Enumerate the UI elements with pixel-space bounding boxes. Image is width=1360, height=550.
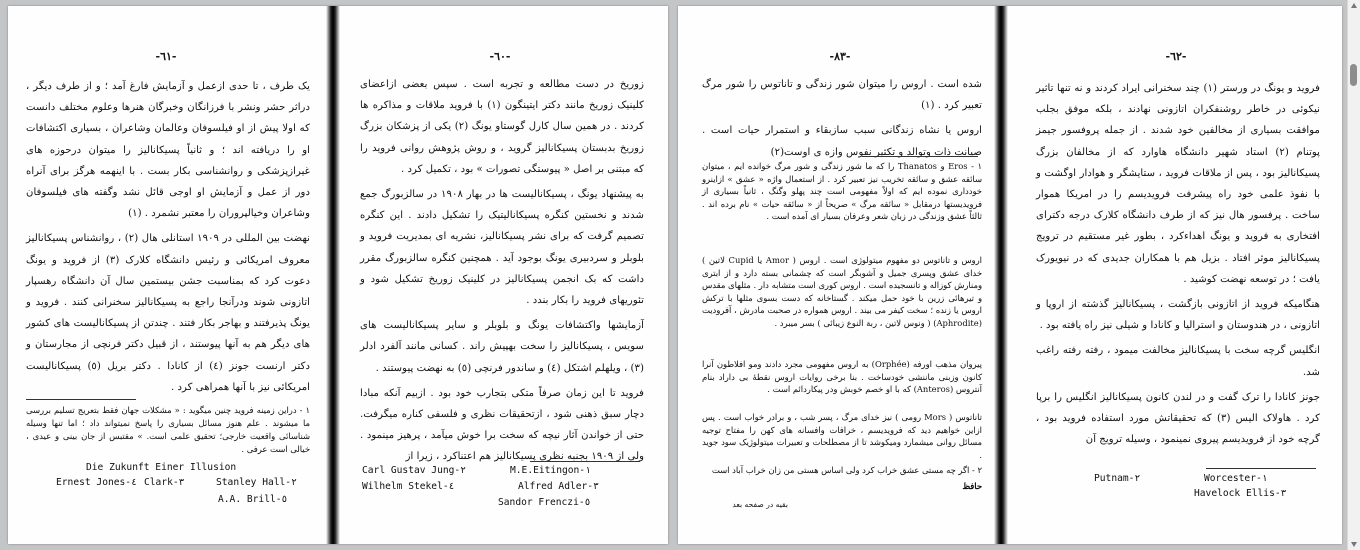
footnote-name: Carl Gustav Jung-٢ [362,465,466,476]
paragraph: جونز کانادا را ترک گفت و در لندن کانون پسیکانالیز انگلیس را برپا کرد . هاولاک الیس (٣) که تحقیقاتش مورد استفاده فروید بود ، گرچه خود از فرویدیسم پیروی نمینمود ، وسیله ترویج آن [1036,391,1320,446]
page-body [1036,78,1320,454]
paragraph: شده است . اروس را میتوان شور زندگی و تاناتوس را شور مرگ تعبیر کرد . (١) [702,79,982,112]
book-gutter [326,6,340,544]
footnote: ٢ - اگر چه مستی عشق خراب کرد ولی اساس هستی من زان خراب آباد است [711,465,982,475]
page-number: -٨٣- [829,50,851,63]
footnote-name: Worcester-١ [1204,473,1268,484]
paragraph: آزمایشها واکتشافات یونگ و بلوبلر و سایر پسیکانالیست های سویس ، پسیکانالیز را سخت بهپیش راند . کسانی مانند آلفرد ادلر (٣) ، ویلهلم اشتکل (٤) و ساندور فرنچی (٥) به نهضت پیوستند . [360,320,644,374]
paragraph: اروس یا نشاه زندگانی سبب سازبقاء و استمرار حیات است . صیانت ذات وتوالد و تکثیر نفوس وازه ی اوست(٢) [702,125,982,158]
spread-right [678,6,1342,544]
footnote-name: M.E.Eitingon-١ [510,465,591,476]
continued-note: بقیه در صفحه بعد [732,500,788,509]
footnote-name: Sandor Frenczi-٥ [498,497,591,508]
page-83 [692,6,988,544]
page-61 [16,6,316,544]
footnote-name: A.A. Brill-٥ [218,494,288,505]
footnote-name: Wilhelm Stekel-٤ [362,481,455,492]
footnote-divider [530,461,640,462]
scroll-down-arrow-icon[interactable] [1351,542,1357,547]
page-number: -٦٠- [489,50,511,63]
paragraph: فروید تا این زمان صرفاً متکی بتجارب خود بود . ازبیم آنکه مبادا دچار سبق ذهنی شود ، ازتحقیقات نظری و فلسفی کناره میگرفت. حتی از خواندن آثار نیچه که سخت برا خوش میآمد ، پرهیز مینمود . ولی از ١٩٠٩ بجنبه نظری پسیکانالیز هم اعتناکرد ، زیرا از [360,387,644,463]
footnote-name: Stanley Hall-٢ [216,477,297,488]
page-number: -٦١- [155,50,177,63]
page-body [702,74,982,167]
footnote-name: Havelock Ellis-٣ [1194,488,1287,499]
page-62 [1026,6,1326,544]
footnote-name: Alfred Adler-٣ [518,481,599,492]
footnote: ١ - Eros و Thanatos را که ما شور زندگی و شور مرگ خوانده ایم ، میتوان سائقه عشق و سائقه تخریب نیز تعبیر کرد . از استعمال واژه « عشق » ازاینرو خودداری نموده ایم که اولاً مفهومی است چند پهلو وگنگ ، ثانیاً بسیاری از فرویدیستها درمقابل « سائقه مرگ » صریحاً از « سائقه حیات » نام برده اند . ثالثاً عشق وزندگی در زبان شعر وعرفان بسیار ای آمده است . [702,161,983,222]
page-body [360,74,644,472]
paragraph: هنگامیکه فروید از اتازونی بازگشت ، پسیکانالیز گذشته از اروپا و اتازونی ، در هندوستان و استرالیا و کانادا و شیلی نیز راه یافته بود . [1036,299,1320,332]
footnote-divider [1206,468,1316,469]
page-number: -٦٢- [1165,50,1187,63]
vertical-scrollbar[interactable] [1347,0,1360,550]
book-title: Die Zukunft Einer Illusion [86,462,237,473]
paragraph: انگلیس گرچه سخت با پسیکانالیز مخالفت میمود ، رفته رفته راغب شد. [1036,345,1320,378]
verse-author: حافظ [962,481,982,491]
scroll-thumb[interactable] [1350,64,1357,86]
paragraph: زوریخ در دست مطالعه و تجربه است . سپس بعضی ازاعضای کلینیک زوریخ مانند دکتر ایتینگون (١) با فروید ملاقات و مذاکره ها کردند . در همین سال کارل گوستاو یونگ (٢) یکی از پزشکان بزرگ زوریخ بدبستان پسیکانالیز گروید ، و روش پژوهش روانی فروید را که مبتنی بر اصل « پیوستگی تصورات » بود ، تکمیل کرد . [360,79,644,175]
scroll-up-arrow-icon[interactable] [1351,3,1357,8]
footnote-name: Clark-٣ [144,477,185,488]
paragraph: فروید و یونگ در ورستر (١) چند سخنرانی ایراد کردند و نه تنها تاثیر نیکوئی در خاطر روشنفکران اتازونی نهادند ، بلکه موفق بجلب موافقت بسیاری از مخالفین خود شدند . از جمله پروفسور جیمز پوتنام (٢) استاد شهیر دانشگاه هاوارد که از مخالفان بزرگ پسیکانالیز بود ، پس از ملاقات فروید ، ستایشگر و هوادار اوگشت و با نفوذ علمی خود راه پیشرفت فرویدیسم را در امریکا هموار ساخت . پرفسور هال نیز که از طرف دانشگاه کلارک درجه دکترای افتخاری به فروید و یونگ اهداءکرد ، بطور غیر مستقیم در ترویج پسیکانالیز موثر افتاد . بزیل هم با همکاران جدیدی که در نیویورک یافت ؛ در توسعه نهضت کوشید . [1036,83,1320,285]
footnote-name: Ernest Jones-٤ [56,477,137,488]
page-60 [350,6,650,544]
footnote: ١ - دراین زمینه فروید چنین میگوید : « مشکلات جهان فقط بتعریج تسلیم بررسی ما میشوند . علم هنوز مسائل بسیاری را پاسخ نمیتواند داد ؛ اما تنها وسیله شناسائی واقعیت خارجی؛ تحقیق علمی است. » مقتبس از جان بینی و عیدی ، خیالی است عرفی . [26,405,310,454]
footnote: تاناتوس ( Mors رومی ) نیز خدای مرگ ، پسر شب ، و برادر خواب است . پس ازاین خواهیم دید که فرویدیسم ، خرافات وافسانه های کهن را مفتاح توجیه مسائل روانی میشمارد ومیکوشد تا از مصطلحات و تعبیرات میتولوژیک سود جوید . [702,412,982,460]
footnote-divider [862,156,978,157]
book-gutter [994,6,1008,544]
footnote: اروس و تاناتوس دو مفهوم میتولوژی است . اروس ( Amor یا Cupid لاتین ) خدای عشق وپسری جمیل و آشوبگر است که چشمانی بسته دارد و از ابتری ومنارش کوزاله و تانسجیده است . اروس کوری است متشابه دار . مثلهای مقدس و تیرهائی زرین با خود حمل میکند . گستاخانه که دست بسوی مثلها با ترکش اروس یا زنده ؛ سخت کیفر می بیند . اروس همواره در صحبت مادرش ، آفرودیت (Aphrodite) ( ونوس لاتین ، ربة النوع زیبائی ) بسر میبرد . [702,255,982,328]
footnote-name: Putnam-٢ [1094,473,1141,484]
page-body [26,76,310,402]
spread-left [8,6,668,544]
paragraph: به پیشنهاد یونگ ، پسیکانالیست ها در بهار ١٩٠٨ در سالزبورگ جمع شدند و نخستین کنگره پسیکانالیتیک را تشکیل دادند . این کنگره تصمیم گرفت که برای نشر پسیکانالیز، نشریه ای بمدیریت فروید و بلوبلر و سردبیری یونگ بوجود آید . همچنین کنگره سالزبورگ مقرر داشت که بک انجمن پسیکانالیز در کلینیک زوریخ تشکیل شود و تئوریهای فروید را بکار بندد . [360,189,644,307]
footnote-divider [26,399,136,400]
paragraph: یک طرف ، تا حدی ازعمل و آزمایش فارغ آمد ؛ و از طرف دیگر ، دراثر حشر ونشر با فرزانگان وخبرگان هنرها وعلوم مختلف دانست که اولا پیش از او فیلسوفان وعالمان وشاعران ، بسیاری اکتشافات او را دریافته اند ؛ و ثانیاً پسیکانالیز را میتوان درحوزه های غیرازپزشکی و روانشناسی بکار بست . با اینهمه هرگز برای آنراه دور از عمل و آزمایش او اوجی قائل نشد وگفته های فیلسوفان وشاعران وخیالپروران را معتبر نشمرد . (١) [26,81,310,220]
footnote: پیروان مذهب اورفه (Orphée) به اروس مفهومی مجرد دادند ومو افلاطون آنرا کانون وزبنی ماننشی خودساخت . بنا برخی روایات اروس نقطهٔ بی داراد بنام آنتروس (Anteros) که با او خصم خوبش ودر پیکاردائم است . [702,359,983,395]
paragraph: نهضت بین المللی در ١٩٠٩ استانلی هال (٢) ، روانشناس پسیکانالیز معروف امریکائی و رئیس دانشگاه کلارک (٣) از فروید و یونگ دعوت کرد که بمناسبت جشن بیستمین سال آن دانشگاه رهسپار اتازونی شوند ودرآنجا راجع به پسیکانالیز سخنرانی کنند . فروید و یونگ پذیرفتند و بهاجر بکار فتند . چندتن از پسیکانالیست های کشور های دیگر هم به آنها پیوستند ، از قبیل دکتر فرنچی از مجارستان و دکتر ارنست جونز (٤) از کانادا . دکتر بریل (٥) پسیکانالیست امریکائی نیز با آنها همراهی کرد . [26,233,311,393]
